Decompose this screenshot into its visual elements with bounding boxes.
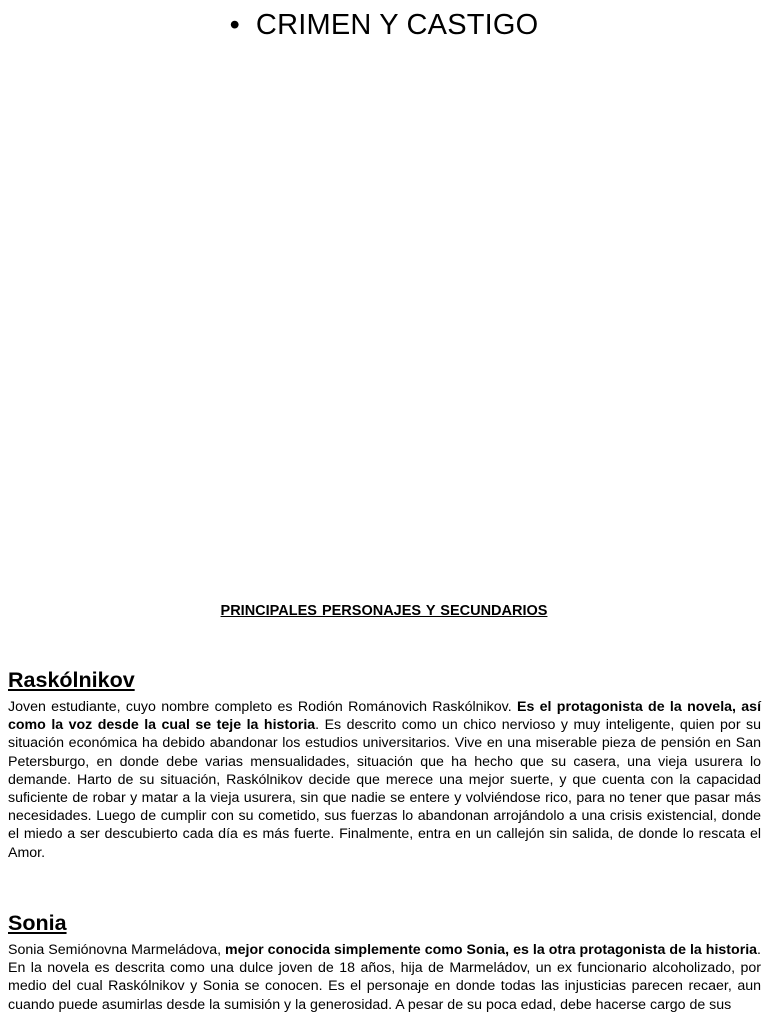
description-text: Sonia Semiónovna Marmeládova, — [8, 942, 226, 958]
description-highlight: mejor conocida simplemente como Sonia, es la otra protagonista de la historia — [225, 942, 758, 958]
description-text: . En la novela es descrita como una dulce joven de 18 años, hija de Marmeládov, un ex funcionario alcoholizado, por medio del cual Raskólnikov y Sonia se conocen. Es el personaje en donde todas las injusticias parecen recaer, aun cuando puede asumirlas desde la sumisión y la generosidad. A pesar de su poca edad, debe hacerse cargo de sus — [8, 942, 761, 1013]
description-text: . Es descrito como un chico nervioso y muy inteligente, quien por su situación económica ha debido abandonar los estudios universitarios. Vive en una miserable pieza de pensión en San Petersburgo, en donde debe varias mensualidades, situación que ha hecho que su casera, una vieja usurera lo demande. Harto de su situación, Raskólnikov decide que merece una mejor suerte, y que cuenta con la capacidad suficiente de robar y matar a la vieja usurera, sin que nadie se entere y volviéndose rico, para no tener que pasar más necesidades. Luego de cumplir con su cometido, sus fuerzas lo abandonan arrojándolo a una crisis existencial, donde el miedo a ser descubierto cada día es más fuerte. Finalmente, entra en un callejón sin salida, de donde lo rescata el Amor. — [8, 717, 762, 861]
section-heading: PRINCIPALES PERSONAJES Y SECUNDARIOS — [220, 603, 548, 619]
description-highlight: Es el protagonista de la novela, así como la voz desde la cual se teje la historia — [8, 699, 762, 734]
title-bullet: • — [229, 9, 240, 41]
title-text: CRIMEN Y CASTIGO — [255, 9, 539, 41]
page-title — [0, 6, 768, 44]
description-text: Joven estudiante, cuyo nombre completo es Rodión Románovich Raskólnikov. — [8, 699, 517, 715]
character-description-sonia — [8, 941, 761, 1014]
character-description-raskolnikov — [8, 698, 761, 862]
character-name-sonia: Sonia — [8, 911, 67, 935]
character-name-raskolnikov: Raskólnikov — [8, 668, 135, 692]
